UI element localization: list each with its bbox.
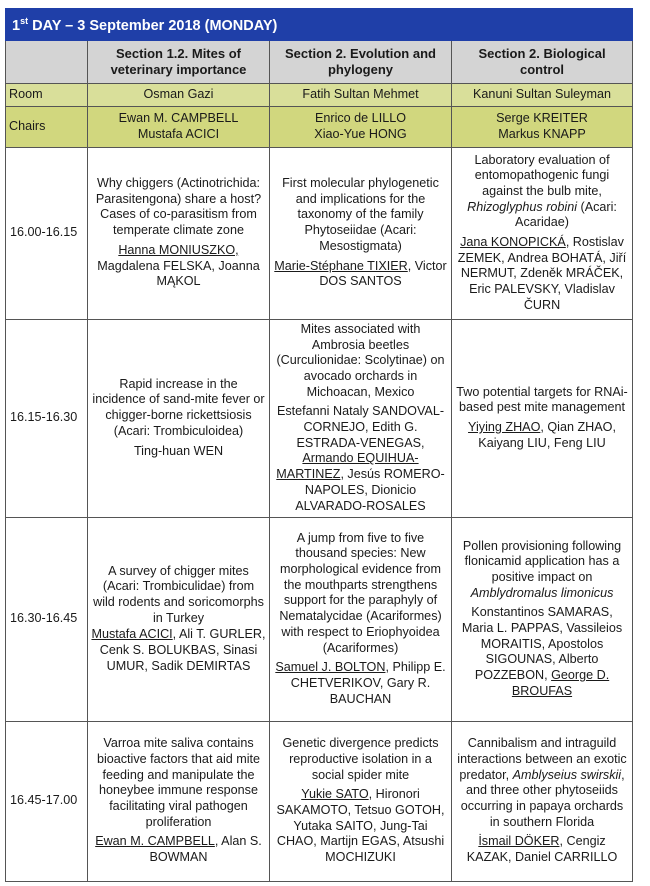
day-title: 1st DAY – 3 September 2018 (MONDAY) xyxy=(6,9,633,41)
talk-authors xyxy=(91,834,266,865)
presenter: Ewan M. CAMPBELL xyxy=(95,834,215,849)
presenter: İsmail DÖKER xyxy=(478,834,560,849)
talk-cell xyxy=(270,517,452,721)
chairs-label: Chairs xyxy=(6,106,88,147)
presenter: Samuel J. BOLTON xyxy=(275,660,386,675)
talk-authors xyxy=(455,834,629,865)
presenter: Armando EQUIHUA-MARTINEZ xyxy=(276,451,419,482)
room-row xyxy=(6,83,633,106)
talk-cell xyxy=(88,147,270,319)
coauthors: , Philipp E. CHETVERIKOV, Gary R. BAUCHAN xyxy=(290,660,446,706)
room-2: Fatih Sultan Mehmet xyxy=(270,83,452,106)
talk-cell xyxy=(88,517,270,721)
time-slot: 16.15-16.30 xyxy=(6,319,88,517)
talk-authors xyxy=(91,243,266,290)
talk-title: A jump from five to five thousand species: New morphological evidence from the mouthparts strengthens support for the paraphyly of Nematalycidae (Acariformes) with respect to Eriophyoidea (Acariformes) xyxy=(279,530,442,655)
pre-authors: Konstantinos SAMARAS, Maria L. PAPPAS, Vassileios MORAITIS, Apostolos SIGOUNAS, Alberto POZZEBON, xyxy=(461,605,623,683)
talk-authors xyxy=(273,259,448,290)
time-slot-row xyxy=(6,319,633,517)
talk-cell xyxy=(270,319,452,517)
talk-title: Pollen provisioning following flonicamid application has a positive impact on Amblydromalus limonicus xyxy=(462,538,622,600)
coauthors: , Qian ZHAO, Kaiyang LIU, Feng LIU xyxy=(478,420,616,450)
talk-title: Laboratory evaluation of entomopathogenic fungi against the bulb mite, Rhizoglyphus robini (Acari: Acaridae) xyxy=(467,152,617,230)
coauthors: Ting-huan WEN xyxy=(133,443,224,458)
chairs-row xyxy=(6,106,633,147)
section-header-2: Section 2. Evolution and phylogeny xyxy=(270,40,452,83)
chair-name: Enrico de LILLO xyxy=(314,110,406,125)
presenter: Hanna MONIUSZKO, xyxy=(118,242,239,257)
talk-cell xyxy=(88,319,270,517)
schedule-table xyxy=(5,8,633,882)
presenter: Marie-Stéphane TIXIER xyxy=(274,258,408,273)
coauthors: Magdalena FELSKA, Joanna MĄKOL xyxy=(97,258,260,289)
chair-name: Markus KNAPP xyxy=(498,126,586,141)
time-slot-row xyxy=(6,147,633,319)
chair-name: Serge KREITER xyxy=(496,110,588,125)
talk-authors xyxy=(273,660,448,707)
room-1: Osman Gazi xyxy=(88,83,270,106)
section-header-row xyxy=(6,40,633,83)
time-slot: 16.00-16.15 xyxy=(6,147,88,319)
talk-authors xyxy=(455,235,629,314)
talk-title: Genetic divergence predicts reproductive isolation in a social spider mite xyxy=(282,736,439,782)
talk-cell xyxy=(452,721,633,881)
talk-cell xyxy=(452,147,633,319)
talk-title: Why chiggers (Actinotrichida: Parasitengona) share a host? Cases of co-parasitism from temperate climate zone xyxy=(95,176,262,238)
coauthors: , Cengiz KAZAK, Daniel CARRILLO xyxy=(466,834,618,865)
pre-authors: Estefanni Nataly SANDOVAL-CORNEJO, Edith G. ESTRADA-VENEGAS, xyxy=(276,404,445,450)
coauthors: , Ali T. GURLER, Cenk S. BOLUKBAS, Sinasi UMUR, Sadik DEMIRTAS xyxy=(99,627,266,673)
presenter: Jana KONOPICKÁ xyxy=(460,235,566,250)
time-slot: 16.30-16.45 xyxy=(6,517,88,721)
time-slot: 16.45-17.00 xyxy=(6,721,88,881)
talk-title: A survey of chigger mites (Acari: Trombiculidae) from wild rodents and soricomorphs in Turkey xyxy=(93,563,264,625)
title-row xyxy=(6,9,633,41)
schedule-sheet xyxy=(5,8,632,882)
coauthors: , Rostislav ZEMEK, Andrea BOHATÁ, Jiří NERMUT, Zdeněk MRÁČEK, Eric PALEVSKY, Vladislav ČURN xyxy=(457,235,627,312)
talk-authors xyxy=(455,420,629,451)
coauthors: , Victor DOS SANTOS xyxy=(319,258,447,289)
chairs-3 xyxy=(452,106,633,147)
talk-cell xyxy=(452,517,633,721)
room-label: Room xyxy=(6,83,88,106)
presenter: Yukie SATO xyxy=(301,787,369,802)
chair-name: Ewan M. CAMPBELL xyxy=(118,110,239,125)
talk-cell xyxy=(270,721,452,881)
talk-cell xyxy=(452,319,633,517)
section-header-1: Section 1.2. Mites of veterinary importance xyxy=(88,40,270,83)
presenter: Mustafa ACICI xyxy=(91,627,173,642)
chair-name: Mustafa ACICI xyxy=(137,126,220,141)
time-slot-row xyxy=(6,517,633,721)
time-slot-row xyxy=(6,721,633,881)
talk-title: Varroa mite saliva contains bioactive factors that aid mite feeding and manipulate the honeybee immune response facilitating viral pathogen proliferation xyxy=(96,736,261,829)
corner-cell xyxy=(6,40,88,83)
talk-title: Rapid increase in the incidence of sand-mite fever or chigger-borne rickettsiosis (Acari: Trombiculoidea) xyxy=(92,376,265,438)
talk-authors xyxy=(91,444,266,460)
talk-title: First molecular phylogenetic and implications for the taxonomy of the family Phytoseiidae (Acari: Mesostigmata) xyxy=(282,176,439,253)
talk-authors xyxy=(273,404,448,514)
chairs-1 xyxy=(88,106,270,147)
presenter: Yiying ZHAO xyxy=(468,420,541,435)
coauthors: , Jesús ROMERO-NAPOLES, Dionicio ALVARADO-ROSALES xyxy=(295,467,445,513)
talk-authors xyxy=(455,605,629,699)
coauthors: , Alan S. BOWMAN xyxy=(149,834,262,865)
presenter: George D. BROUFAS xyxy=(511,668,610,698)
talk-cell xyxy=(270,147,452,319)
talk-title: Cannibalism and intraguild interactions between an exotic predator, Amblyseius swirskii, and three other phytoseiids occurring in papaya orchards in southern Florida xyxy=(457,736,627,829)
talk-title: Two potential targets for RNAi-based pest mite management xyxy=(456,384,628,415)
section-header-3: Section 2. Biological control xyxy=(452,40,633,83)
room-3: Kanuni Sultan Suleyman xyxy=(452,83,633,106)
coauthors: , Hironori SAKAMOTO, Tetsuo GOTOH, Yutaka SAITO, Jung-Tai CHAO, Martijn EGAS, Atsushi MOCHIZUKI xyxy=(276,787,445,865)
talk-title: Mites associated with Ambrosia beetles (Curculionidae: Scolytinae) on avocado orchards in Michoacan, Mexico xyxy=(276,321,445,399)
talk-cell xyxy=(88,721,270,881)
talk-authors xyxy=(273,787,448,866)
talk-authors xyxy=(91,627,266,674)
chair-name: Xiao-Yue HONG xyxy=(314,126,407,141)
chairs-2 xyxy=(270,106,452,147)
